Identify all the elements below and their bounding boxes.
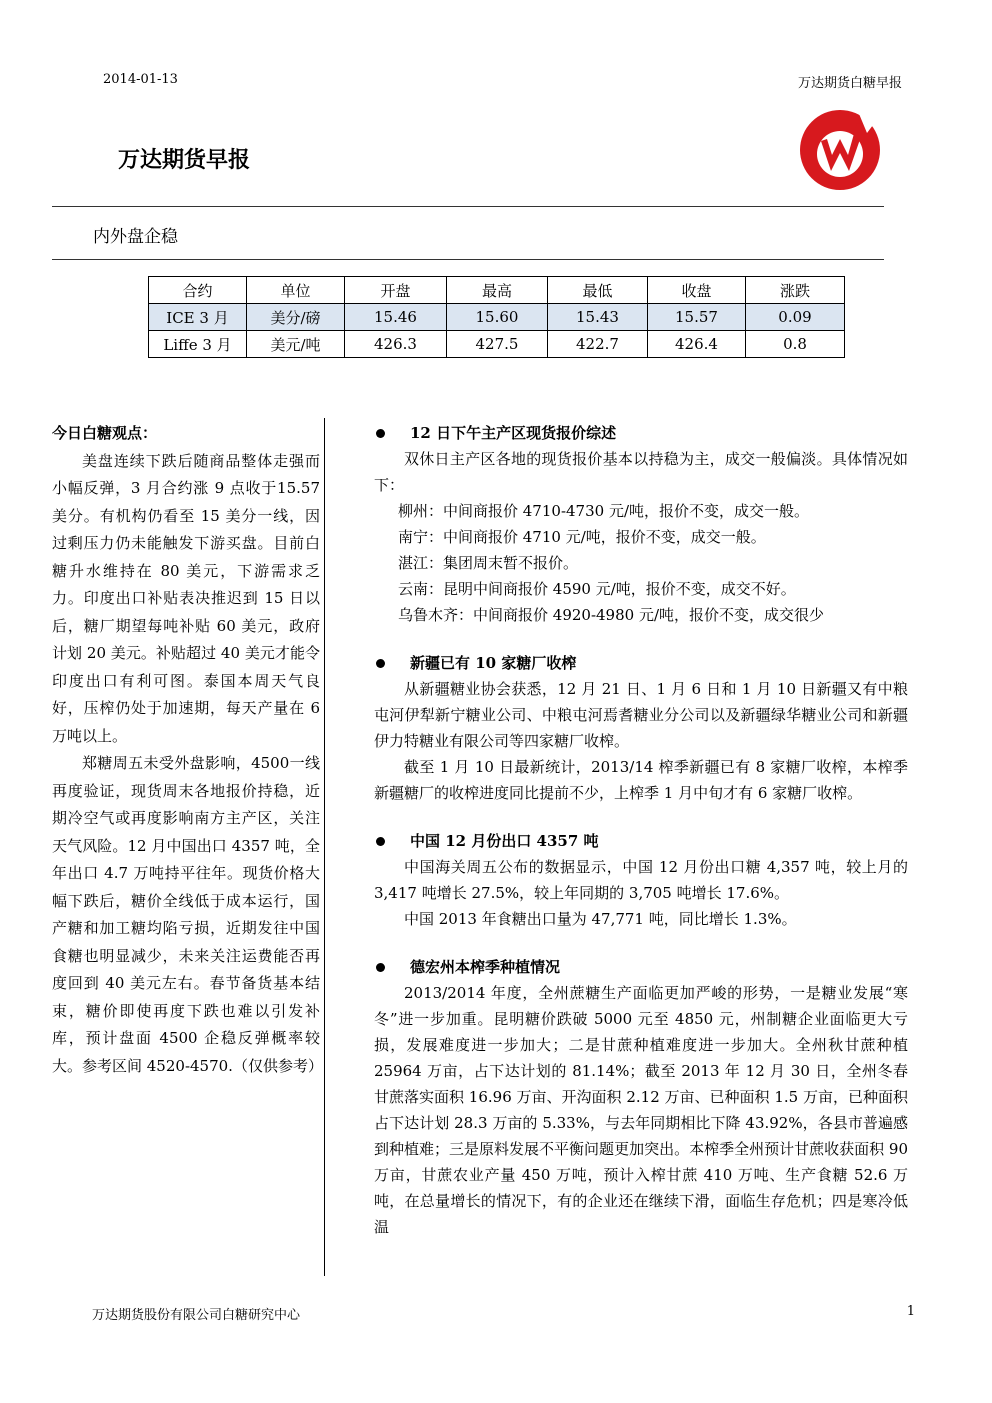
col-header: 涨跌 — [746, 277, 845, 304]
list-item: 湛江：集团周末暂不报价。 — [398, 554, 579, 572]
quote-table — [148, 276, 845, 358]
section-heading-text: 中国 12 月份出口 4357 吨 — [410, 832, 599, 850]
section-heading — [374, 650, 908, 676]
wanda-logo-icon — [795, 105, 885, 195]
col-header: 单位 — [247, 277, 345, 304]
list-item: 云南：昆明中间商报价 4590 元/吨，报价不变，成交不好。 — [398, 580, 796, 598]
section-heading-text: 12 日下午主产区现货报价综述 — [410, 424, 617, 442]
col-header: 最低 — [548, 277, 648, 304]
section-heading — [374, 828, 908, 854]
bullet-icon — [376, 659, 385, 668]
table-header-row — [149, 277, 845, 304]
list-item: 南宁：中间商报价 4710 元/吨，报价不变，成交一般。 — [398, 528, 766, 546]
table-cell: Liffe 3 月 — [149, 331, 247, 358]
page-number: 1 — [906, 1304, 915, 1319]
bullet-icon — [376, 837, 385, 846]
col-header: 合约 — [149, 277, 247, 304]
section-paragraph: 中国 2013 年食糖出口量为 47,771 吨，同比增长 1.3%。 — [404, 910, 797, 928]
section-paragraph: 中国海关周五公布的数据显示，中国 12 月份出口糖 4,357 吨，较上月的 3,417 吨增长 27.5%，较上年同期的 3,705 吨增长 17.6%。 — [374, 858, 908, 902]
table-cell: 422.7 — [548, 331, 648, 358]
col-header: 最高 — [447, 277, 548, 304]
opinion-heading: 今日白糖观点： — [52, 424, 158, 442]
page-title: 万达期货早报 — [118, 148, 251, 173]
section-paragraph: 2013/2014 年度，全州蔗糖生产面临更加严峻的形势，一是糖业发展“寒冬”进一步加重。昆明糖价跌破 5000 元至 4850 元，州制糖企业面临更大亏损，发展难度进一步加大；二是甘蔗种植难度进一步加大。全州秋甘蔗种植 25964 万亩，占下达计划的 81.14%；截至 2013 年 12 月 30 日，全州冬春甘蔗落实面积 16.96 万亩、开沟面积 2.12 万亩、已种面积 1.5 万亩，已种面积占下达计划 28.3 万亩的 5.33%，与去年同期相比下降 43.92%，各县市普遍感到种植难；三是原料发展不平衡问题更加突出。本榨季全州预计甘蔗收获面积 90 万亩，甘蔗农业产量 450 万吨，预计入榨甘蔗 410 万吨、生产食糖 52.6 万吨，在总量增长的情况下，有的企业还在继续下滑，面临生存危机；四是寒冷低温 — [374, 984, 908, 1236]
list-item: 乌鲁木齐：中间商报价 4920-4980 元/吨，报价不变，成交很少 — [398, 606, 825, 624]
table-cell: 15.60 — [447, 304, 548, 331]
table-cell: 0.09 — [746, 304, 845, 331]
section-heading — [374, 420, 908, 446]
opinion-paragraph: 郑糖周五未受外盘影响，4500一线再度验证，现货周末各地报价持稳，近期冷空气或再度影响南方主产区，关注天气风险。12 月中国出口 4357 吨，全年出口 4.7 万吨持平往年。现货价格大幅下跌后，糖价全线低于成本运行，国产糖和加工糖均陷亏损，近期发往中国食糖也明显减少，未来关注运费能否再度回到 40 美元左右。春节备货基本结束，糖价即使再度下跌也难以引发补库，预计盘面 4500 企稳反弹概率较大。参考区间 4520-4570.（仅供参考） — [52, 754, 323, 1075]
opinion-paragraph: 美盘连续下跌后随商品整体走强而小幅反弹，3 月合约涨 9 点收于15.57 美分。有机构仍看至 15 美分一线，因过剩压力仍未能触发下游买盘。目前白糖升水维持在 80 美元，下游需求乏力。印度出口补贴表决推迟到 15 日以后，糖厂期望每吨补贴 60 美元，政府计划 20 美元。补贴超过 40 美元才能令印度出口有利可图。泰国本周天气良好，压榨仍处于加速期，每天产量在 6 万吨以上。 — [52, 451, 320, 745]
bullet-icon — [376, 963, 385, 972]
bullet-icon — [376, 429, 385, 438]
table-cell: 426.4 — [648, 331, 746, 358]
list-item: 柳州：中间商报价 4710-4730 元/吨，报价不变，成交一般。 — [398, 502, 810, 520]
report-name: 万达期货白糖早报 — [797, 76, 902, 91]
col-header: 开盘 — [345, 277, 447, 304]
footer-company: 万达期货股份有限公司白糖研究中心 — [92, 1308, 301, 1323]
report-subtitle: 内外盘企稳 — [93, 227, 178, 247]
table-row — [149, 304, 845, 331]
table-cell: 15.57 — [648, 304, 746, 331]
col-header: 收盘 — [648, 277, 746, 304]
right-column — [374, 420, 908, 1240]
section-heading — [374, 954, 908, 980]
section-paragraph: 从新疆糖业协会获悉，12 月 21 日、1 月 6 日和 1 月 10 日新疆又有中粮屯河伊犁新宁糖业公司、中粮屯河焉耆糖业分公司以及新疆绿华糖业公司和新疆伊力特糖业有限公司等四家糖厂收榨。 — [374, 680, 908, 750]
table-cell: 15.43 — [548, 304, 648, 331]
table-cell: 15.46 — [345, 304, 447, 331]
subtitle-divider — [52, 259, 884, 260]
section-paragraph: 双休日主产区各地的现货报价基本以持稳为主，成交一般偏淡。具体情况如下： — [374, 450, 908, 494]
table-cell: ICE 3 月 — [149, 304, 247, 331]
table-cell: 426.3 — [345, 331, 447, 358]
table-cell: 美元/吨 — [247, 331, 345, 358]
report-date: 2014-01-13 — [103, 72, 178, 87]
table-cell: 美分/磅 — [247, 304, 345, 331]
table-cell: 0.8 — [746, 331, 845, 358]
table-row — [149, 331, 845, 358]
table-cell: 427.5 — [447, 331, 548, 358]
left-column — [52, 420, 323, 1080]
section-heading-text: 新疆已有 10 家糖厂收榨 — [410, 654, 577, 672]
section-paragraph: 截至 1 月 10 日最新统计，2013/14 榨季新疆已有 8 家糖厂收榨，本榨季新疆糖厂的收榨进度同比提前不少，上榨季 1 月中旬才有 6 家糖厂收榨。 — [374, 758, 908, 802]
section-heading-text: 德宏州本榨季种植情况 — [410, 958, 561, 976]
column-divider — [324, 418, 325, 1276]
header-divider — [52, 206, 884, 207]
